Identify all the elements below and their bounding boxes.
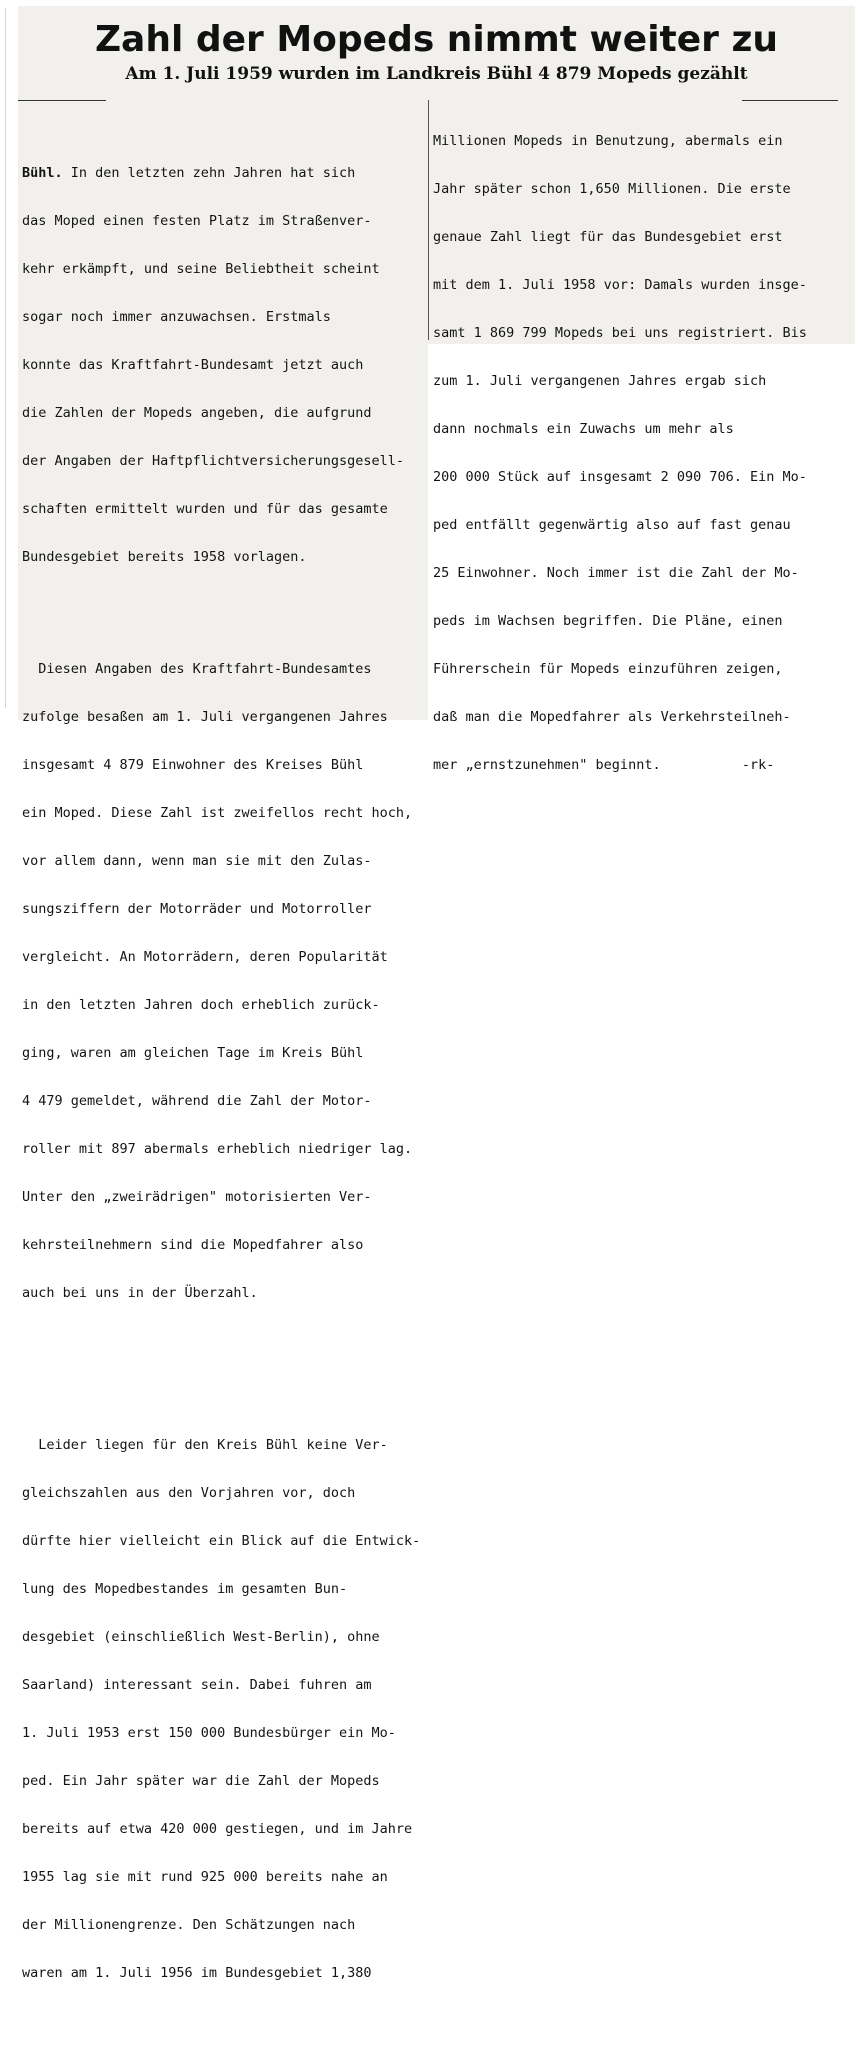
text-line: Bundesgebiet bereits 1958 vorlagen. (22, 549, 307, 565)
paragraph-3 (22, 1405, 422, 2013)
text-line: Diesen Angaben des Kraftfahrt-Bundesamtes (22, 661, 372, 677)
text-line: auch bei uns in der Überzahl. (22, 1285, 258, 1301)
text-line: Leider liegen für den Kreis Bühl keine Ver- (22, 1437, 388, 1453)
text-line: 25 Einwohner. Noch immer ist die Zahl der Mo- (433, 565, 799, 581)
text-line: daß man die Mopedfahrer als Verkehrsteilneh- (433, 709, 791, 725)
margin-line (5, 8, 6, 708)
text-line: mit dem 1. Juli 1958 vor: Damals wurden insge- (433, 277, 807, 293)
text-line: ped. Ein Jahr später war die Zahl der Mopeds (22, 1773, 380, 1789)
article-column-right (433, 101, 845, 805)
text-line: samt 1 869 799 Mopeds bei uns registriert. Bis (433, 325, 807, 341)
paragraph-1 (22, 133, 422, 597)
article-column-left (22, 101, 422, 2045)
text-line: konnte das Kraftfahrt-Bundesamt jetzt auch (22, 357, 364, 373)
text-line: der Angaben der Haftpflichtversicherungsgesell- (22, 453, 405, 469)
text-line: Führerschein für Mopeds einzuführen zeigen, (433, 661, 783, 677)
article-headline: Zahl der Mopeds nimmt weiter zu (94, 19, 779, 60)
text-line: 1955 lag sie mit rund 925 000 bereits nahe an (22, 1869, 388, 1885)
paragraph-2 (22, 629, 422, 1333)
text-line: Saarland) interessant sein. Dabei fuhren am (22, 1677, 372, 1693)
text-line: dann nochmals ein Zuwachs um mehr als (433, 421, 734, 437)
article-subheadline: Am 1. Juli 1959 wurden im Landkreis Bühl 4 879 Mopeds gezählt (125, 64, 748, 84)
text-line: Jahr später schon 1,650 Millionen. Die erste (433, 181, 791, 197)
text-line: Unter den „zweirädrigen" motorisierten Ver- (22, 1189, 372, 1205)
author-signoff-line: mer „ernstzunehmen" beginnt. -rk- (433, 757, 775, 773)
text-line: Bühl. In den letzten zehn Jahren hat sich (22, 165, 356, 181)
text-line: bereits auf etwa 420 000 gestiegen, und im Jahre (22, 1821, 413, 1837)
text-line: roller mit 897 abermals erheblich niedriger lag. (22, 1141, 413, 1157)
page-margin (0, 0, 18, 726)
text-line: 1. Juli 1953 erst 150 000 Bundesbürger ein Mo- (22, 1725, 396, 1741)
text-line: ein Moped. Diese Zahl ist zweifellos recht hoch, (22, 805, 413, 821)
text-line: kehr erkämpft, und seine Beliebtheit scheint (22, 261, 380, 277)
text-line: die Zahlen der Mopeds angeben, die aufgrund (22, 405, 372, 421)
text-line: desgebiet (einschließlich West-Berlin), ohne (22, 1629, 380, 1645)
text-line: waren am 1. Juli 1956 im Bundesgebiet 1,380 (22, 1965, 372, 1981)
paragraph-spacing (22, 1365, 422, 1373)
text-line: ging, waren am gleichen Tage im Kreis Bühl (22, 1045, 364, 1061)
text-line: sungsziffern der Motorräder und Motorroller (22, 901, 372, 917)
text-line: zufolge besaßen am 1. Juli vergangenen Jahres (22, 709, 388, 725)
text-line: in den letzten Jahren doch erheblich zurück- (22, 997, 380, 1013)
text-line: der Millionengrenze. Den Schätzungen nach (22, 1917, 356, 1933)
text-line: gleichszahlen aus den Vorjahren vor, doch (22, 1485, 356, 1501)
text-line: das Moped einen festen Platz im Straßenver- (22, 213, 372, 229)
text-line: 200 000 Stück auf insgesamt 2 090 706. Ein Mo- (433, 469, 807, 485)
text-line: peds im Wachsen begriffen. Die Pläne, einen (433, 613, 783, 629)
text-line: ped entfällt gegenwärtig also auf fast genau (433, 517, 791, 533)
column-divider (428, 100, 429, 340)
text-line: lung des Mopedbestandes im gesamten Bun- (22, 1581, 348, 1597)
text-line: dürfte hier vielleicht ein Blick auf die Entwick- (22, 1533, 421, 1549)
text-line: sogar noch immer anzuwachsen. Erstmals (22, 309, 331, 325)
text-line: Millionen Mopeds in Benutzung, abermals ein (433, 133, 783, 149)
text-line: 4 479 gemeldet, während die Zahl der Motor- (22, 1093, 372, 1109)
text-line: zum 1. Juli vergangenen Jahres ergab sich (433, 373, 767, 389)
text-line: kehrsteilnehmern sind die Mopedfahrer also (22, 1237, 364, 1253)
text-line: vergleicht. An Motorrädern, deren Popularität (22, 949, 388, 965)
text-line: insgesamt 4 879 Einwohner des Kreises Bühl (22, 757, 364, 773)
text-line: vor allem dann, wenn man sie mit den Zulas- (22, 853, 372, 869)
text-line: schaften ermittelt wurden und für das gesamte (22, 501, 388, 517)
dateline: Bühl. (22, 165, 63, 181)
text-line: genaue Zahl liegt für das Bundesgebiet erst (433, 229, 783, 245)
